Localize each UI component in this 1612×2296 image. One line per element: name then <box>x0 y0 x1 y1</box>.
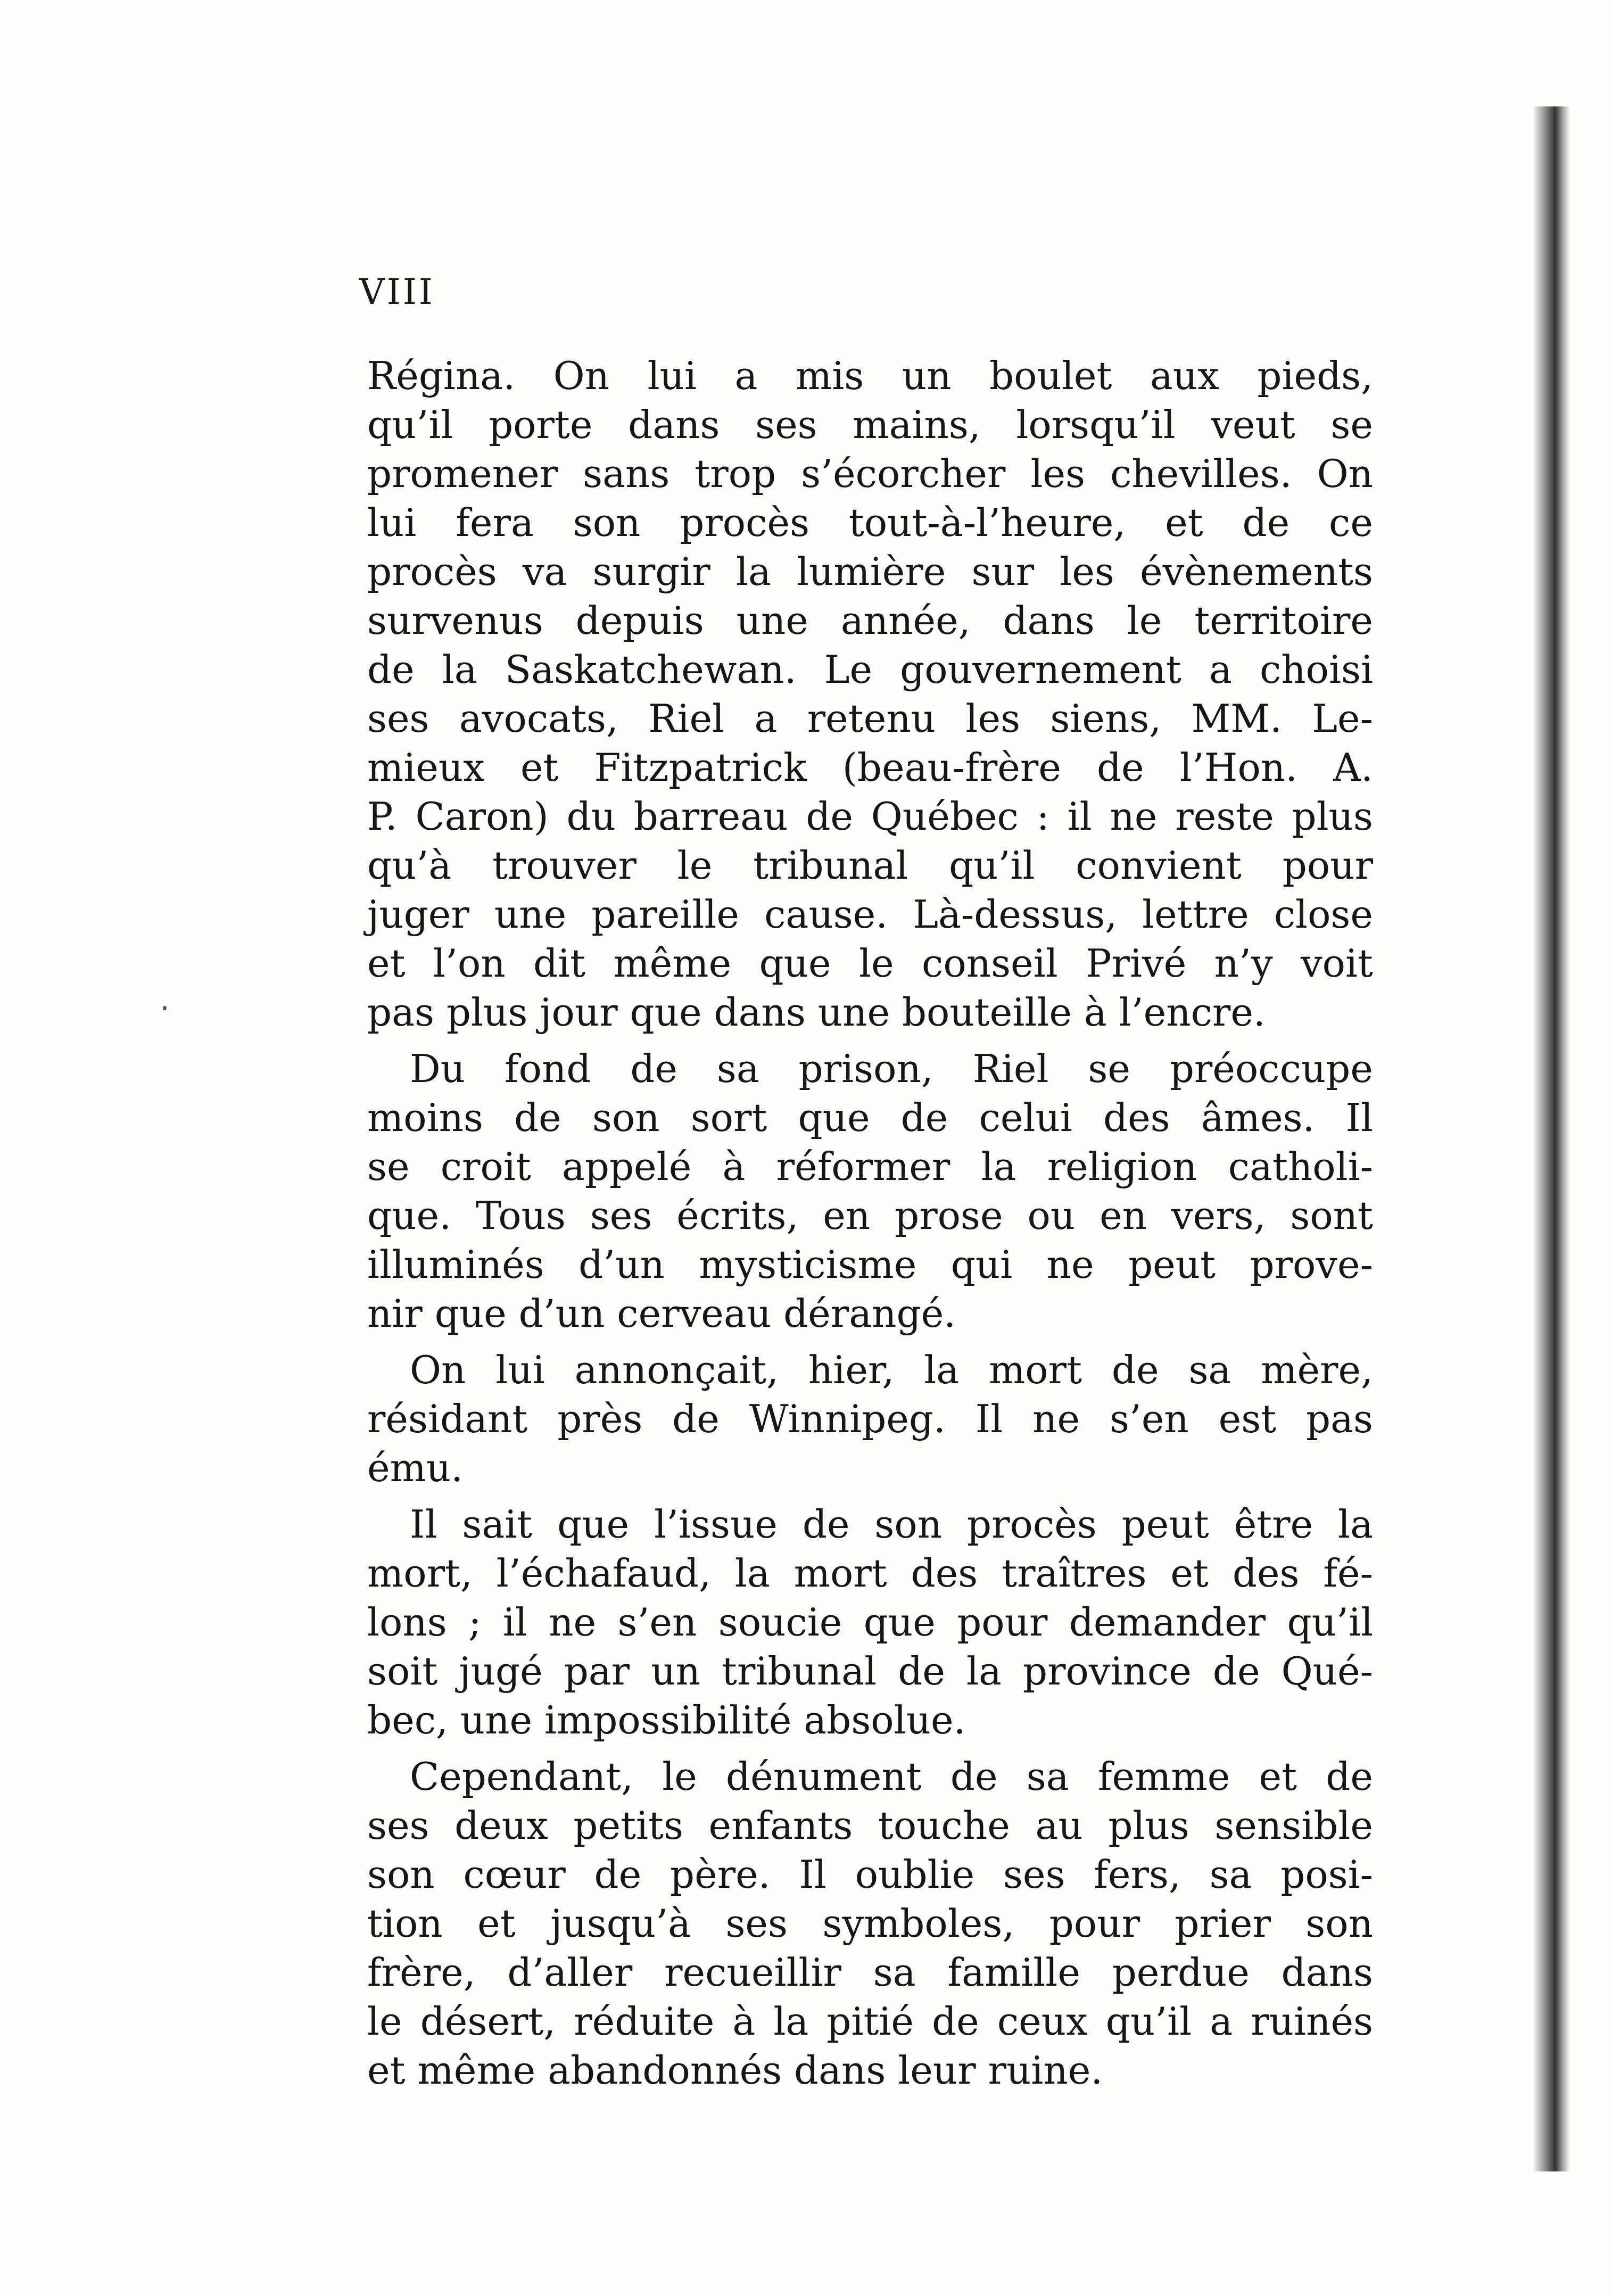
text-line: de la Saskatchewan. Le gouvernement a choisi <box>367 647 1373 692</box>
paragraph <box>367 351 1373 1037</box>
text-line: pas plus jour que dans une bouteille à l’encre. <box>367 990 1266 1035</box>
paragraph <box>367 1500 1373 1745</box>
body-text <box>367 351 1373 2102</box>
text-line: le désert, réduite à la pitié de ceux qu’il a ruinés <box>367 1999 1373 2044</box>
text-line: tion et jusqu’à ses symboles, pour prier son <box>367 1901 1373 1946</box>
text-line: se croit appelé à réformer la religion catholi- <box>367 1144 1373 1189</box>
text-line: ses avocats, Riel a retenu les siens, MM. Le- <box>367 696 1373 741</box>
text-line: ému. <box>367 1446 464 1490</box>
page-number: VIII <box>359 271 435 312</box>
text-line: Du fond de sa prison, Riel se préoccupe <box>410 1046 1373 1091</box>
text-line: procès va surgir la lumière sur les évènements <box>367 549 1373 594</box>
text-line: ses deux petits enfants touche au plus sensible <box>367 1803 1373 1848</box>
text-line: résidant près de Winnipeg. Il ne s’en est pas <box>367 1397 1373 1441</box>
text-line: soit jugé par un tribunal de la province de Qué- <box>367 1649 1373 1694</box>
paragraph <box>367 1345 1373 1492</box>
text-line: promener sans trop s’écorcher les chevilles. On <box>367 451 1373 496</box>
text-line: et même abandonnés dans leur ruine. <box>367 2048 1103 2093</box>
text-line: son cœur de père. Il oublie ses fers, sa posi- <box>367 1852 1373 1897</box>
margin-smudge: · <box>160 990 170 1027</box>
paragraph <box>367 1752 1373 2095</box>
text-line: mort, l’échafaud, la mort des traîtres et des fé- <box>367 1551 1373 1596</box>
text-line: frère, d’aller recueillir sa famille perdue dans <box>367 1950 1373 1995</box>
text-line: mieux et Fitzpatrick (beau-frère de l’Hon. A. <box>367 745 1373 790</box>
text-line: On lui annonçait, hier, la mort de sa mère, <box>410 1348 1373 1392</box>
text-line: survenus depuis une année, dans le territoire <box>367 598 1373 643</box>
text-line: illuminés d’un mysticisme qui ne peut prove- <box>367 1242 1373 1287</box>
paragraph <box>367 1044 1373 1338</box>
text-line: lui fera son procès tout-à-l’heure, et de ce <box>367 500 1373 545</box>
text-line: lons ; il ne s’en soucie que pour demander qu’il <box>367 1600 1373 1645</box>
text-line: Cependant, le dénument de sa femme et de <box>410 1754 1373 1799</box>
text-line: bec, une impossibilité absolue. <box>367 1698 966 1742</box>
text-line: P. Caron) du barreau de Québec : il ne reste plus <box>367 794 1373 839</box>
text-line: qu’il porte dans ses mains, lorsqu’il veut se <box>367 402 1373 447</box>
text-line: qu’à trouver le tribunal qu’il convient pour <box>367 843 1373 888</box>
text-line: nir que d’un cerveau dérangé. <box>367 1291 956 1336</box>
text-line: que. Tous ses écrits, en prose ou en vers, sont <box>367 1193 1373 1238</box>
text-line: Régina. On lui a mis un boulet aux pieds, <box>367 353 1373 398</box>
text-line: et l’on dit même que le conseil Privé n’y voit <box>367 941 1373 986</box>
text-line: juger une pareille cause. Là-dessus, lettre close <box>367 892 1373 937</box>
text-line: Il sait que l’issue de son procès peut être la <box>410 1502 1373 1547</box>
book-spine-shadow <box>1533 106 1570 2171</box>
text-line: moins de son sort que de celui des âmes. Il <box>367 1095 1373 1140</box>
